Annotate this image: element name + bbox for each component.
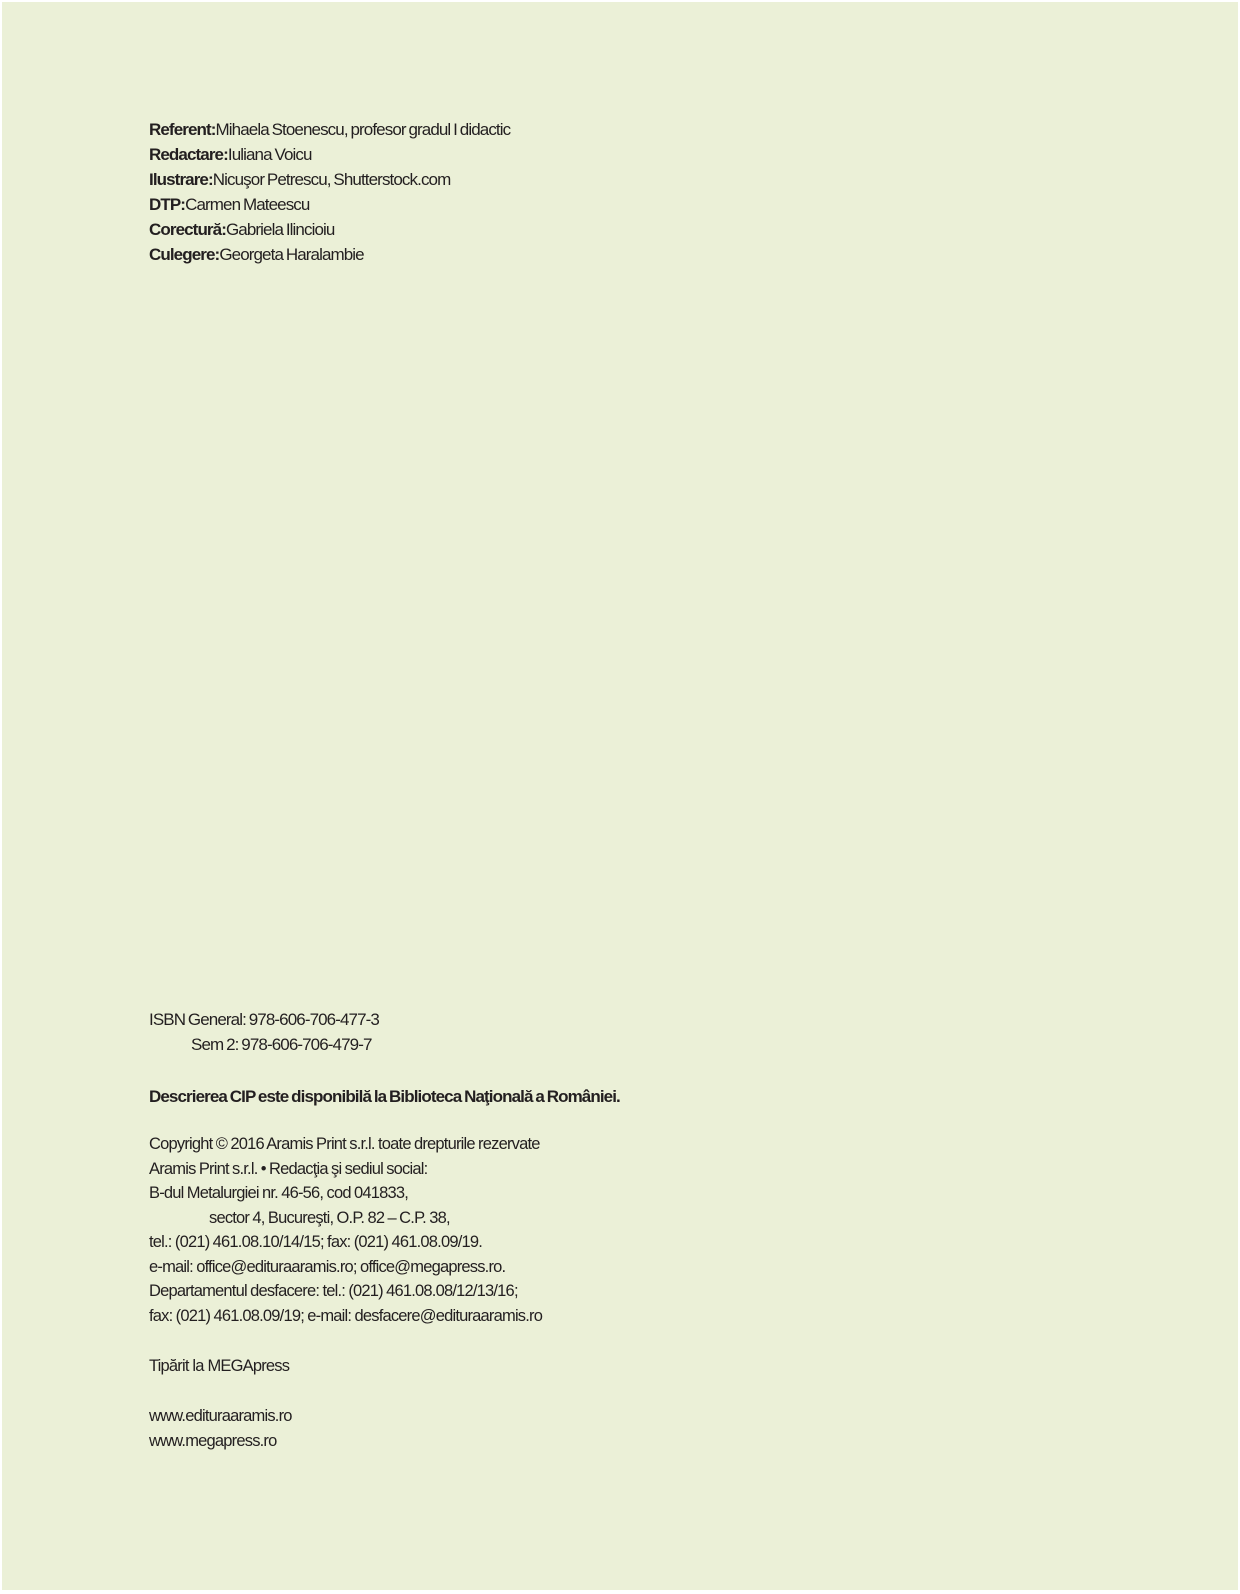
credit-label: Corectură: — [149, 220, 226, 239]
website-link[interactable]: www.edituraaramis.ro — [149, 1407, 292, 1425]
printed-at: Tipărit la MEGApress — [149, 1357, 290, 1375]
sales-phone-line: Departamentul desfacere: tel.: (021) 461.08.08/12/13/16; — [149, 1282, 518, 1300]
credits-block — [149, 117, 510, 267]
isbn-sem2: Sem 2: 978-606-706-479-7 — [191, 1035, 372, 1054]
email-line: e-mail: office@edituraaramis.ro; office@megapress.ro. — [149, 1257, 506, 1276]
sales-fax-email-line: fax: (021) 461.08.09/19; e-mail: desfacere@edituraaramis.ro — [149, 1306, 543, 1325]
website-link[interactable]: www.megapress.ro — [149, 1432, 277, 1450]
copyright-line: Copyright © 2016 Aramis Print s.r.l. toate drepturile rezervate — [149, 1135, 540, 1153]
address-sector-line: sector 4, Bucureşti, O.P. 82 – C.P. 38, — [209, 1208, 450, 1227]
credit-value: Georgeta Haralambie — [219, 245, 364, 264]
credit-value: Carmen Mateescu — [185, 195, 310, 214]
credit-line-culegere — [149, 242, 510, 267]
credit-value: Nicuşor Petrescu, Shutterstock.com — [212, 170, 451, 189]
credit-line-ilustrare — [149, 167, 510, 192]
isbn-block — [149, 1007, 379, 1057]
page — [2, 2, 1238, 1590]
credit-line-corectura — [149, 217, 510, 242]
publisher-office-line: Aramis Print s.r.l. • Redacţia şi sediul social: — [149, 1159, 428, 1178]
credit-label: Referent: — [149, 120, 216, 139]
credit-line-referent — [149, 117, 510, 142]
credit-value: Gabriela Ilincioiu — [225, 220, 335, 239]
websites-block — [149, 1404, 292, 1454]
credit-label: Culegere: — [149, 245, 220, 264]
credit-value: Mihaela Stoenescu, profesor gradul I didactic — [215, 120, 511, 139]
credit-label: DTP: — [149, 195, 186, 214]
address-line: B-dul Metalurgiei nr. 46-56, cod 041833, — [149, 1184, 409, 1202]
credit-label: Redactare: — [149, 145, 228, 164]
publisher-info — [149, 1132, 542, 1328]
phone-fax-line: tel.: (021) 461.08.10/14/15; fax: (021) 461.08.09/19. — [149, 1233, 483, 1251]
isbn-general: ISBN General: 978-606-706-477-3 — [149, 1010, 379, 1029]
credit-value: Iuliana Voicu — [227, 145, 312, 164]
credit-line-redactare — [149, 142, 510, 167]
credit-label: Ilustrare: — [149, 170, 213, 189]
credit-line-dtp — [149, 192, 510, 217]
cip-note: Descrierea CIP este disponibilă la Biblioteca Naţională a României. — [149, 1087, 620, 1106]
